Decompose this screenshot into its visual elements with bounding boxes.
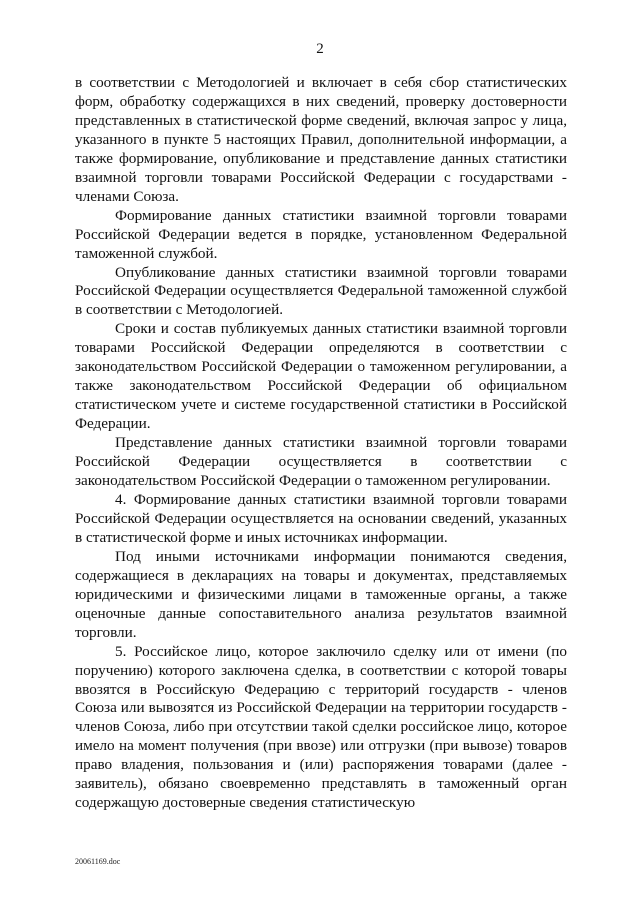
paragraph-clause-4: 4. Формирование данных статистики взаимной торговли товарами Российской Федерации осуществляется на основании сведений, указанных в статистической форме и иных источниках информации. (75, 490, 567, 546)
paragraph-continuation: в соответствии с Методологией и включает в себя сбор статистических форм, обработку содержащихся в них сведений, проверку достоверности представленных в статистической форме сведений, включая запрос у лица, указанного в пункте 5 настоящих Правил, дополнительной информации, а также формирование, опубликование и представление данных статистики взаимной торговли товарами Российской Федерации с государствами - членами Союза. (75, 74, 567, 205)
footer-filename: 20061169.doc (75, 857, 121, 866)
page-number: 2 (316, 41, 324, 57)
paragraph-other-sources: Под иными источниками информации понимаются сведения, содержащиеся в декларациях на товары и документах, представляемых юридическими и физическими лицами в таможенные органы, а также оценочные данные сопоставительного анализа результатов взаимной торговли. (75, 547, 567, 641)
paragraph-terms: Сроки и состав публикуемых данных статистики взаимной торговли товарами Российской Федерации определяются в соответствии с законодательством Российской Федерации о таможенном регулировании, а также законодательством Российской Федерации об официальном статистическом учете и системе государственной статистики в Российской Федерации. (75, 320, 567, 433)
document-body (75, 74, 567, 813)
paragraph-presentation: Представление данных статистики взаимной торговли товарами Российской Федерации осуществляется в соответствии с законодательством Российской Федерации о таможенном регулировании. (75, 434, 567, 490)
paragraph-publication: Опубликование данных статистики взаимной торговли товарами Российской Федерации осуществляется Федеральной таможенной службой в соответствии с Методологией. (75, 263, 567, 319)
paragraph-formation: Формирование данных статистики взаимной торговли товарами Российской Федерации ведется в порядке, установленном Федеральной таможенной службой. (75, 206, 567, 262)
paragraph-clause-5: 5. Российское лицо, которое заключило сделку или от имени (по поручению) которого заключена сделка, в соответствии с которой товары ввозятся в Российскую Федерацию с территорий государств - членов Союза или вывозятся из Российской Федерации на территории государств - членов Союза, либо при отсутствии такой сделки российское лицо, которое имело на момент получения (при ввозе) или отгрузки (при вывозе) товаров право владения, пользования и (или) распоряжения товарами (далее - заявитель), обязано своевременно представлять в таможенный орган содержащую достоверные сведения статистическую (75, 642, 567, 812)
